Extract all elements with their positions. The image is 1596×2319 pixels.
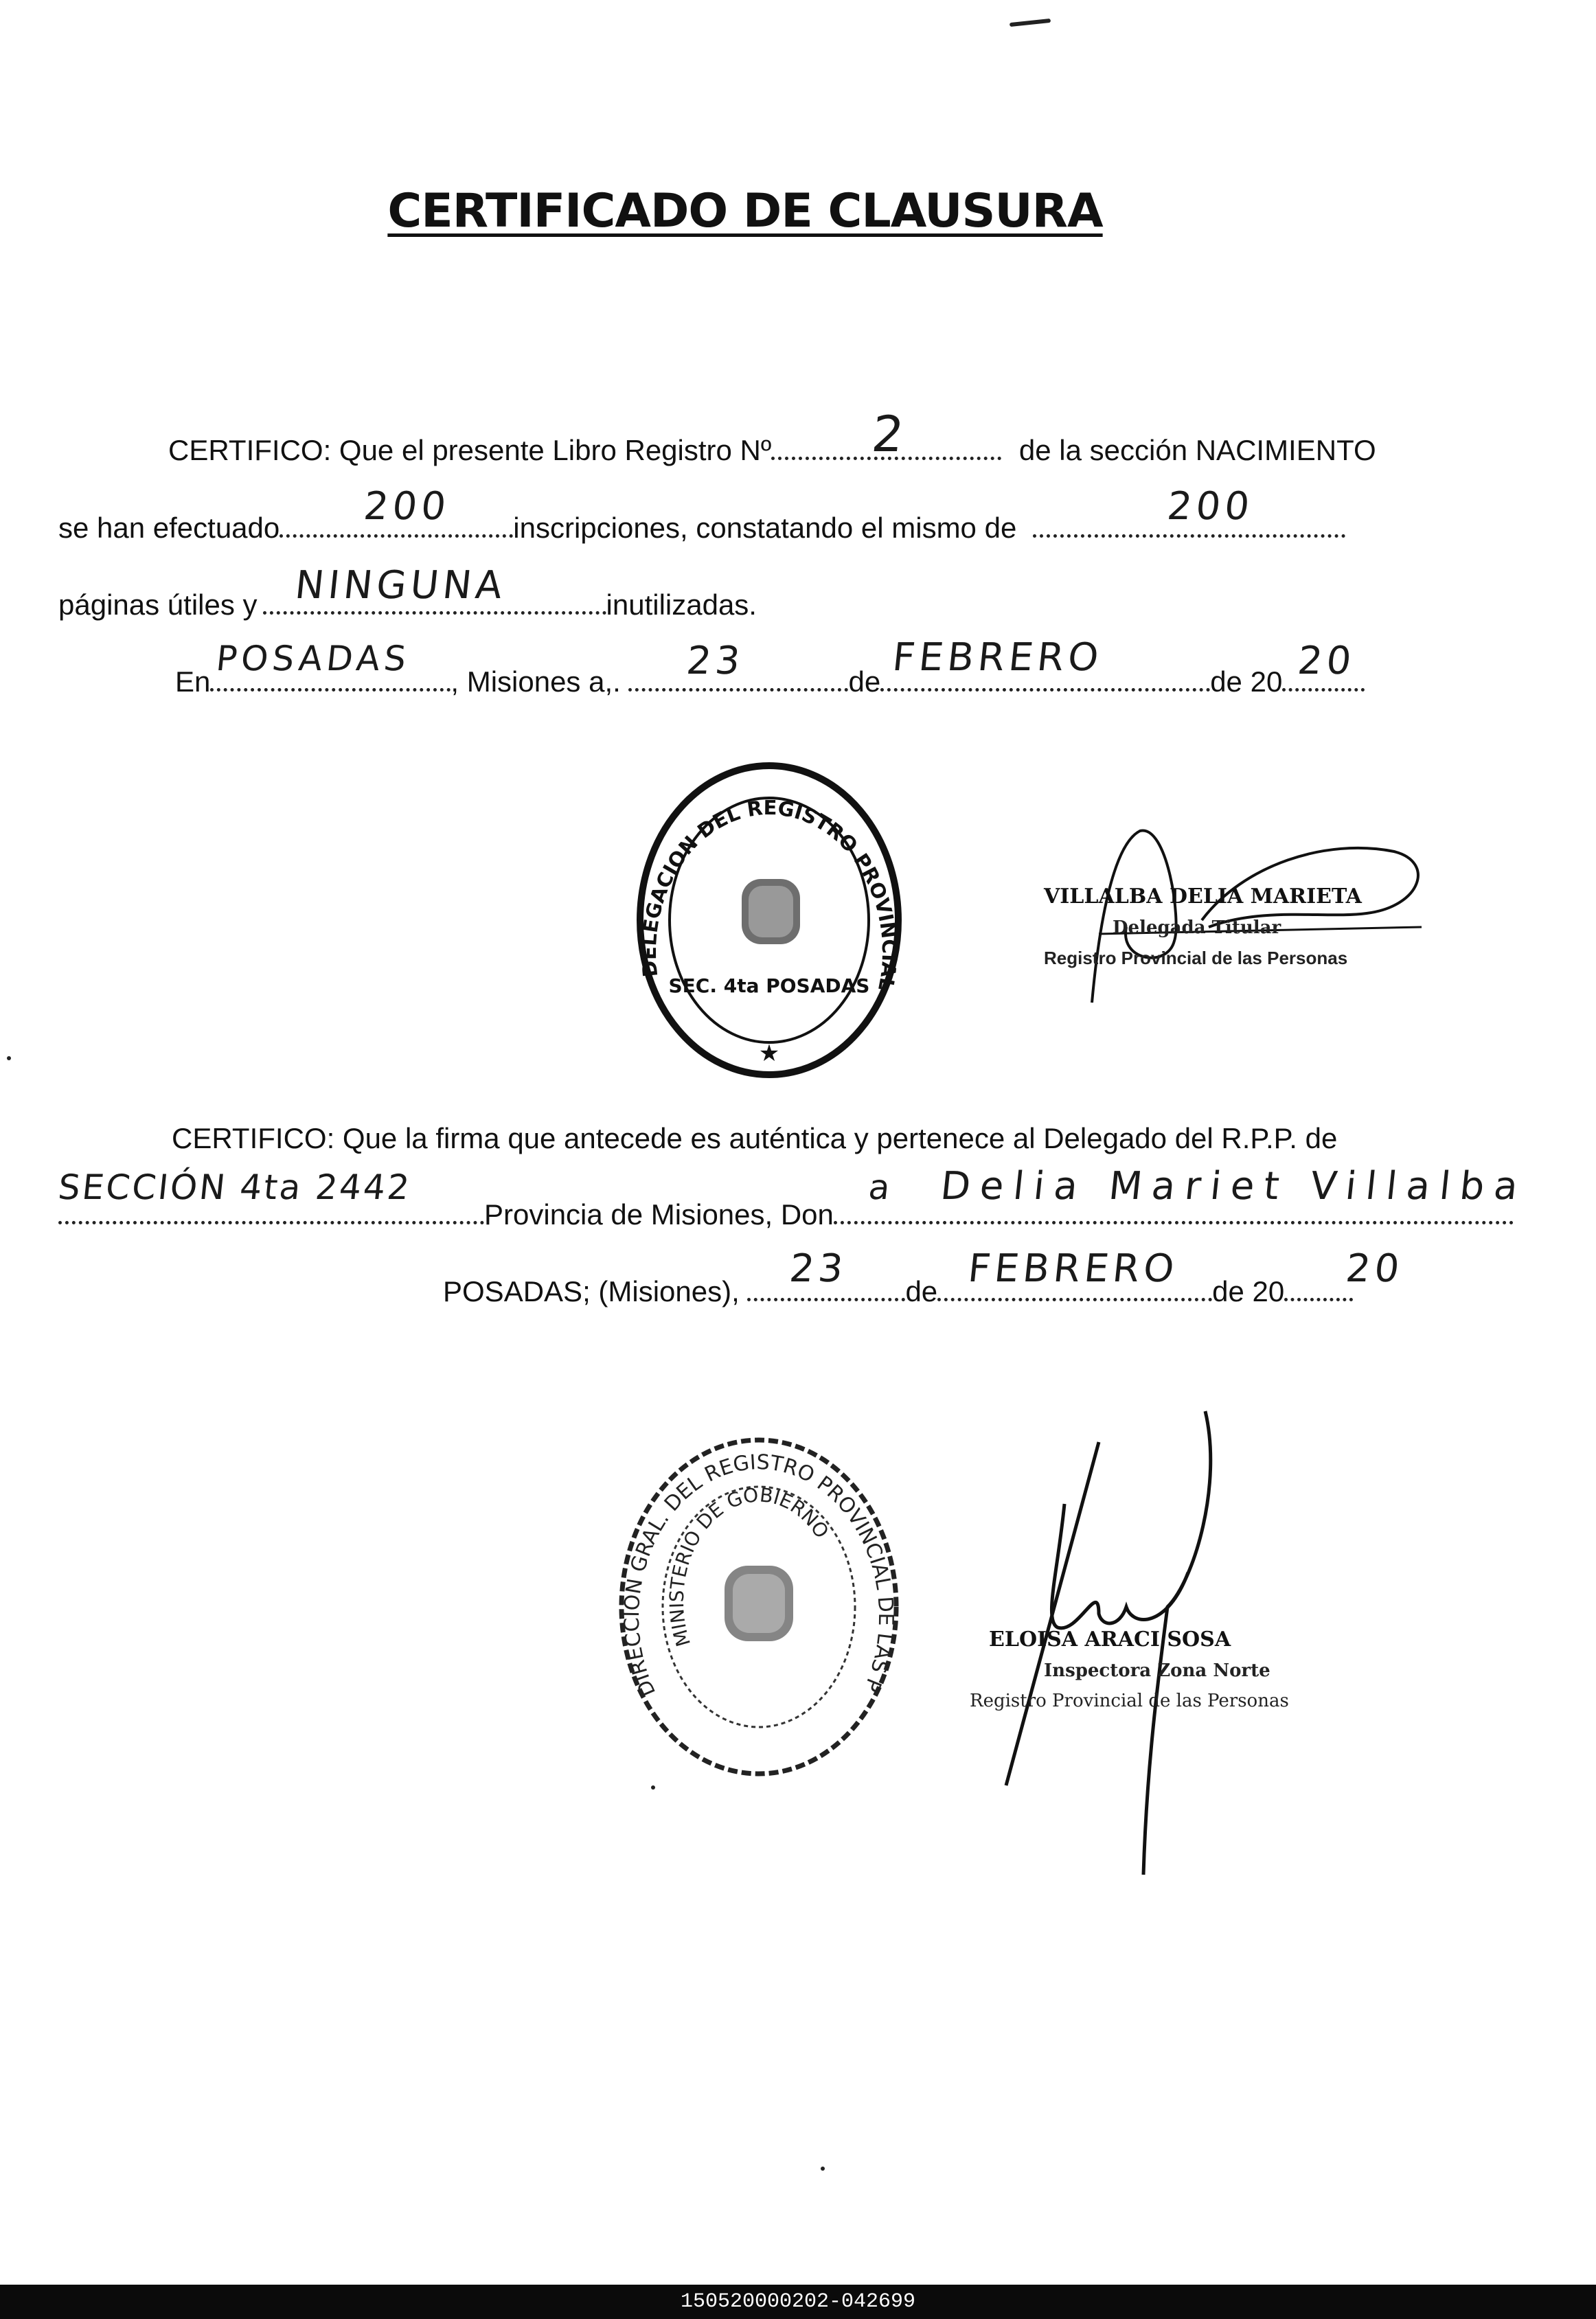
- fill-line: [210, 680, 451, 692]
- svg-text:DELEGACION DEL REGISTRO PROVIN: [632, 759, 901, 992]
- handwritten-mes-2: FEBRERO: [966, 1246, 1181, 1291]
- fill-line: [58, 1213, 484, 1224]
- para1-text: de: [848, 665, 881, 698]
- para1-text: de 20: [1210, 665, 1283, 698]
- handwritten-dona: a: [866, 1167, 896, 1207]
- seal-inner-text: MINISTERIO DE GOBIERNO: [665, 1483, 834, 1649]
- para1-text: de la sección NACIMIENTO: [1018, 434, 1376, 466]
- para2-line3: [443, 1277, 1353, 1306]
- signature-sosa: [961, 1401, 1319, 1882]
- handwritten-anio-2: 20: [1343, 1246, 1406, 1291]
- scan-speck: [651, 1785, 655, 1790]
- handwritten-ciudad: POSADAS: [214, 639, 413, 678]
- signature-villalba: [1037, 824, 1435, 1030]
- fill-line: [747, 1290, 905, 1301]
- handwritten-nombre: Delia Mariet Villalba: [938, 1164, 1530, 1209]
- handwritten-paginas: 200: [1165, 484, 1256, 529]
- para2-text: POSADAS; (Misiones),: [443, 1275, 740, 1307]
- para2-text: de 20: [1212, 1275, 1285, 1307]
- para1-text: En: [175, 665, 211, 698]
- fill-line: [937, 1290, 1212, 1301]
- para1-text: se han efectuado: [58, 512, 280, 544]
- fill-line: [834, 1213, 1514, 1224]
- para2-text: de: [905, 1275, 938, 1307]
- para1-text: CERTIFICO: Que el presente Libro Registro Nº: [168, 434, 772, 466]
- para1-text: páginas útiles y: [58, 589, 258, 621]
- scan-speck: [1010, 19, 1051, 27]
- official-seal-delegacion: [632, 759, 907, 1082]
- para1-text: inscripciones, constatando el mismo de: [513, 512, 1017, 544]
- handwritten-libro-numero: 2: [869, 405, 911, 463]
- signer-name: ELOISA ARACI SOSA: [989, 1627, 1231, 1652]
- para1-line2: [58, 514, 1345, 542]
- handwritten-dia-2: 23: [787, 1246, 850, 1291]
- para1-text: , Misiones a,.: [451, 665, 621, 698]
- handwritten-inutilizadas: NINGUNA: [293, 563, 509, 608]
- para1-text: inutilizadas.: [606, 589, 757, 621]
- para1-line1: [168, 436, 1376, 465]
- signer-org: Registro Provincial de las Personas: [1044, 948, 1348, 968]
- fill-line: [1284, 1290, 1353, 1301]
- scan-speck: [7, 1056, 11, 1060]
- star-icon: ★: [758, 1040, 780, 1066]
- document-title: CERTIFICADO DE CLAUSURA: [387, 184, 1103, 238]
- seal-outer-text: DIRECCION GRAL. DEL REGISTRO PROVINCIAL DE LAS P: [619, 1450, 898, 1700]
- fill-line: [880, 680, 1210, 692]
- seal-outer-text: DELEGACION DEL REGISTRO PROVINCIAL: [637, 796, 902, 993]
- scan-speck: [821, 2167, 825, 2171]
- scan-id-footer: 150520000202-042699: [0, 2285, 1596, 2319]
- handwritten-dia: 23: [684, 639, 746, 683]
- para2-line1: CERTIFICO: Que la firma que antecede es auténtica y pertenece al Delegado del R.P.P. de: [172, 1122, 1338, 1154]
- official-seal-direccion: [615, 1432, 903, 1782]
- handwritten-inscripciones: 200: [361, 484, 453, 529]
- handwritten-anio: 20: [1295, 639, 1358, 683]
- signer-role: Inspectora Zona Norte: [1044, 1660, 1270, 1681]
- handwritten-seccion: SECCIÓN 4ta 2442: [56, 1167, 413, 1207]
- handwritten-mes: FEBRERO: [890, 635, 1105, 680]
- signer-name: VILLALBA DELIA MARIETA: [1044, 884, 1362, 909]
- signer-role: Delegada Titular: [1113, 917, 1281, 938]
- seal-inner-text: SEC. 4ta POSADAS: [668, 974, 870, 997]
- signer-org: Registro Provincial de las Personas: [970, 1691, 1289, 1711]
- para2-text: Provincia de Misiones, Don: [484, 1198, 834, 1231]
